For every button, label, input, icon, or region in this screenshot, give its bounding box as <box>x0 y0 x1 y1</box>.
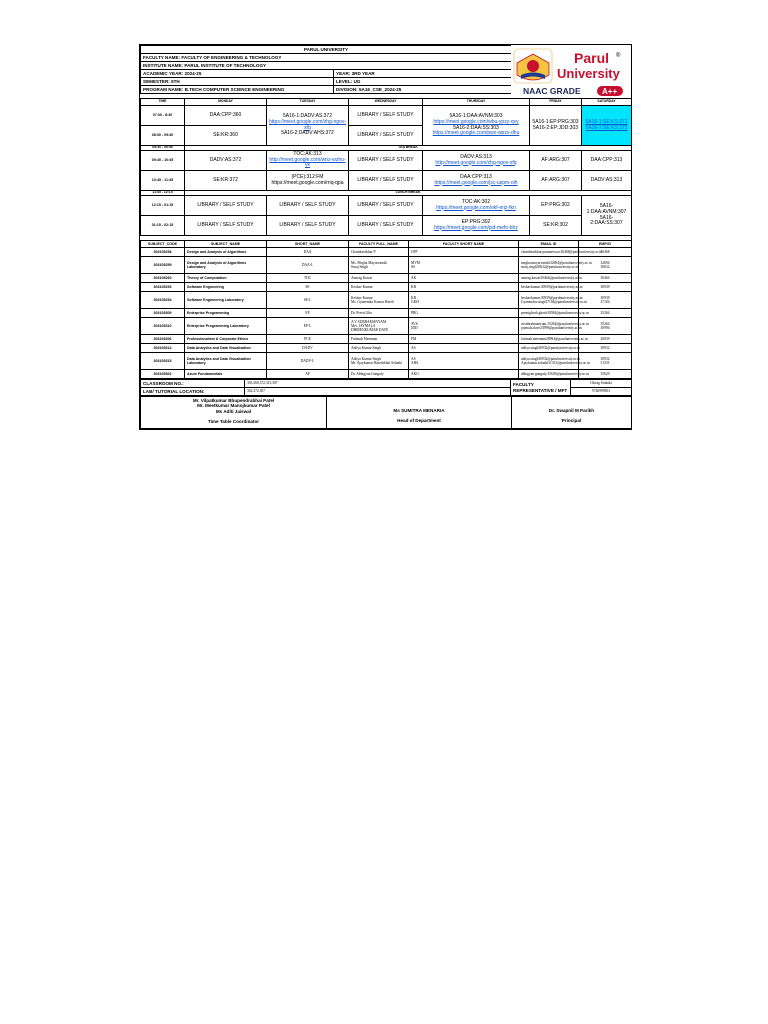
faculty-full-name: Keshav Kumar <box>349 283 409 292</box>
hod-title: Head of Department <box>397 418 441 424</box>
slot-cell: DAA:CPP:313 <box>582 151 632 171</box>
faculty-rep-name: Chirag Solanki <box>571 380 632 388</box>
faculty-short-name: AS AHS <box>409 353 519 370</box>
emp-id: 30464 <box>579 274 632 283</box>
col-monday: MONDAY <box>185 99 267 106</box>
subject-short-name: DAA <box>267 248 349 257</box>
naac-grade-value: A++ <box>602 87 618 96</box>
faculty-full-name: Fatimah Meemam <box>349 335 409 344</box>
col-time: TIME <box>141 99 185 106</box>
subject-name: Design and Analysis of Algorithms Laboratory <box>185 257 267 274</box>
faculty-short-name: KR GKH <box>409 292 519 309</box>
faculty-short-name: PRG <box>409 309 519 318</box>
faculty-short-name: AVS JDD <box>409 318 519 335</box>
slot-cell: LIBRARY / SELF STUDY <box>267 216 349 236</box>
subject-code: 303105302 <box>141 370 185 379</box>
subject-row <box>141 370 632 379</box>
email-id: abhigyan.ganguly.35629@paruluniversity.ac.in <box>519 370 579 379</box>
subject-name: Azure Fundamentals <box>185 370 267 379</box>
col-saturday: SATURDAY <box>582 99 632 106</box>
slot-cell: SE:KR:302 <box>530 216 582 236</box>
slot-cell: TOC:AK:313 http://meet.google.com/wnz-wzhu-vk <box>267 151 349 171</box>
email-id: preetighosh.ghosh30584@paruluniversity.ac.in <box>519 309 579 318</box>
subject-name: Enterprise Programming <box>185 309 267 318</box>
coordinator-block <box>141 397 327 429</box>
email-id: anurag.kawat30464@paruluniversity.ac.in <box>519 274 579 283</box>
classroom-table <box>140 379 632 396</box>
slot-cell: EP:PRG:302 https://meet.google.com/jsd-mefn-bhz <box>423 216 530 236</box>
email-id: fatimah.meemam28994@paruluniversity.ac.in <box>519 335 579 344</box>
meet-link[interactable]: https://meet.google.com/wbu-ypzy-qvy <box>433 118 519 125</box>
faculty-rep-label: FACULTY REPRESENTATIVE / MFT <box>511 380 571 396</box>
subject-short-name: TOC <box>267 274 349 283</box>
slot-cell: 5A16-1:EP:PRG:303 5A16-2:EP:JDD:303 <box>530 106 582 146</box>
lab-location-label: LAB/ TUTORIAL LOCATION: <box>141 388 245 396</box>
slot-cell: LIBRARY / SELF STUDY <box>267 196 349 216</box>
lab-location-value: 302,372,307 <box>245 388 511 396</box>
slot-cell: TOC:AK:302 https://meet.google.com/okf-erjz-fkn <box>423 196 530 216</box>
slot-row <box>141 171 632 191</box>
emp-id: 32694 30632 <box>579 257 632 274</box>
slot-row <box>141 151 632 171</box>
faculty-full-name: Aditya Kumar Singh Mr. Ajaykumar Hareshbhai Solanki <box>349 353 409 370</box>
hod-name: Ms SUMITRA MENARIA <box>393 408 445 413</box>
slot-row <box>141 106 632 126</box>
subject-short-name: DADV-L <box>267 353 349 370</box>
hod-block <box>327 397 512 429</box>
subject-row <box>141 257 632 274</box>
faculty-full-name: Ms. Megha Mayurvanshi Suraj Singh <box>349 257 409 274</box>
subject-name: Data Analytics and Data Visualization <box>185 344 267 353</box>
institute-name: INSTITUTE NAME: PARUL INSTITUTE OF TECHNOLOGY <box>141 62 512 70</box>
level: LEVEL: UG <box>334 78 512 86</box>
slot-cell: LIBRARY / SELF STUDY <box>185 196 267 216</box>
year: YEAR: 3RD YEAR <box>334 70 512 78</box>
subject-short-name: SE <box>267 283 349 292</box>
subject-code: 303105260 <box>141 274 185 283</box>
subjects-body <box>141 248 632 379</box>
email-id: avsubrahmanyam.35264@paruluniversity.ac.in jaymala.dave23998@paruluniversity.ac.in <box>519 318 579 335</box>
slot-cell: SE:KR:372 <box>185 171 267 191</box>
subject-code: 303105258 <box>141 248 185 257</box>
slot-time: 10:45 - 11:45 <box>141 171 185 191</box>
subject-row <box>141 283 632 292</box>
coordinator-name: Mr. Vilpatkumar Bhupendrabhai Patel <box>192 398 275 403</box>
slot-cell: 5A16-1:DAA:AVNM:303 https://meet.google.com/wbu-ypzy-qvy 5A16-2:DAA:SS:303 https://meet.google.com/pwz-wpzx-dhu <box>423 106 530 146</box>
tea-break-row: 09:30 - 09:45 TEA BREAK <box>141 146 632 151</box>
emp-id: 20039 <box>579 335 632 344</box>
division: DIVISION: 5A16_CSE_2024-25 <box>334 86 512 94</box>
faculty-short-name: MVM SS <box>409 257 519 274</box>
col-thursday: THURSDAY <box>423 99 530 106</box>
faculty-full-name: Keshav Kumar Ms. Gyanendra Kumar Hareh <box>349 292 409 309</box>
slot-cell: LIBRARY / SELF STUDY <box>349 216 423 236</box>
subject-code: 303105259 <box>141 257 185 274</box>
schedule-table <box>140 98 632 236</box>
faculty-rep-phone: 9746999853 <box>571 388 632 396</box>
email-id: keshavkumar.30939@paruluniversity.ac.in Gyanendra.singh37104@paruluniversity.ac.in <box>519 292 579 309</box>
logo-reg: ® <box>616 53 621 59</box>
faculty-full-name: Chandrasekhar P <box>349 248 409 257</box>
classroom-label: CLASSROOM NO.: <box>141 380 245 388</box>
subject-row <box>141 274 632 283</box>
faculty-full-name: Dr. Preeti Ghu <box>349 309 409 318</box>
faculty-short-name: FM <box>409 335 519 344</box>
slot-cell: SE:KR:360 <box>185 126 267 146</box>
slot-cell: LIBRARY / SELF STUDY <box>349 196 423 216</box>
meet-link[interactable]: https://meet.google.com/okf-erjz-fkn <box>436 204 516 211</box>
faculty-short-name: KR <box>409 283 519 292</box>
logo-brand: Parul <box>574 50 610 66</box>
slot-cell: LIBRARY / SELF STUDY <box>349 126 423 146</box>
subject-name: Design and Analysis of Algorithms <box>185 248 267 257</box>
slot-time: 09:45 - 10:45 <box>141 151 185 171</box>
meet-link[interactable]: https://meet.google.com/pwz-wpzx-dhu <box>432 130 520 137</box>
faculty-short-name: CPP <box>409 248 519 257</box>
lunch-break-row: 11:45 - 12:15 LUNCH BREAK <box>141 191 632 196</box>
emp-id: 30932 31331 <box>579 353 632 370</box>
slot-cell: DADV:AS:313 <box>582 171 632 191</box>
subject-row <box>141 335 632 344</box>
meet-link[interactable]: https://meet.google.com/jsd-mefn-bhz <box>434 224 518 231</box>
subject-code: 303105310 <box>141 318 185 335</box>
slot-cell: 5A16-1:DAA:AVNM:307 5A16-2:DAA:SS:307 <box>582 196 632 236</box>
emp-id: 35264 <box>579 309 632 318</box>
semester: SEMESTER: 5TH <box>141 78 334 86</box>
subject-code: 303193306 <box>141 335 185 344</box>
subject-code: 303105309 <box>141 309 185 318</box>
subject-short-name: EP-L <box>267 318 349 335</box>
col-tuesday: TUESDAY <box>267 99 349 106</box>
slot-cell: AF:ARG:307 <box>530 151 582 171</box>
slot-time: 01:15 - 02:15 <box>141 216 185 236</box>
faculty-full-name: Dr. Abhigyan Ganguly <box>349 370 409 379</box>
emp-id: 35264 30994 <box>579 318 632 335</box>
faculty-full-name: A V SUBRAMANYAM Mrs. JAYMALA DHIRENKUMAR DAVE <box>349 318 409 335</box>
subject-row <box>141 353 632 370</box>
faculty-name: FACULTY NAME: FACULTY OF ENGINEERING & TECHNOLOGY <box>141 54 512 62</box>
subject-row <box>141 292 632 309</box>
emp-id: 30939 37104 <box>579 292 632 309</box>
meet-link[interactable]: https://meet.google.com/jsc-uspm-oih <box>434 179 518 186</box>
faculty-short-name: AS <box>409 344 519 353</box>
slot-cell: DADV:AS:372 <box>185 151 267 171</box>
parul-university-logo <box>511 45 629 98</box>
faculty-short-name: AKG <box>409 370 519 379</box>
slot-cell: DAA:CPP:360 <box>185 106 267 126</box>
subjects-header-row: SUBJECT_CODE SUBJECT_NAME SHORT_NAME FACULTY FULL_NAME FACULTY SHORT NAME EMAIL ID EMP.ID <box>141 241 632 248</box>
subject-row <box>141 318 632 335</box>
principal-block <box>512 397 632 429</box>
slot-cell: AF:ARG:307 <box>530 171 582 191</box>
email-id: chandrasekhar.parameswar.30468@paruluniversity.ac.in <box>519 248 579 257</box>
emp-id: 30468 <box>579 248 632 257</box>
classroom-value: 303,360,372,313,307 <box>245 380 511 388</box>
academic-year: ACADEMIC YEAR: 2024-25 <box>141 70 334 78</box>
emp-id: 30932 <box>579 344 632 353</box>
subject-row <box>141 309 632 318</box>
slot-cell: 5A16-1:DADV:AS:372 https://meet.google.com/zhg-ngov-xfq 5A16-2:DADV:AHS:372 <box>267 106 349 146</box>
subject-short-name: SE-L <box>267 292 349 309</box>
principal-name: Dr. Swapnil M Parikh <box>548 408 595 413</box>
day-header-row <box>141 99 632 106</box>
slot-time: 12:15 - 01:15 <box>141 196 185 216</box>
subject-name: Enterprise Programming Laboratory <box>185 318 267 335</box>
slot-cell: DAA:CPP:313 https://meet.google.com/jsc-uspm-oih <box>423 171 530 191</box>
email-id: keshavkumar.30939@paruluniversity.ac.in <box>519 283 579 292</box>
slot-cell: LIBRARY / SELF STUDY <box>349 151 423 171</box>
slot-cell: (PCE):312:FM https://meet.google.com/rnq-qpa <box>267 171 349 191</box>
meet-link[interactable]: http://meet.google.com/wnz-wzhu-vk <box>269 156 346 169</box>
subject-name: Professionalism & Corporate Ethics <box>185 335 267 344</box>
subject-name: Theory of Computation <box>185 274 267 283</box>
university-title: PARUL UNIVERSITY <box>141 46 512 54</box>
subject-code: 303105315 <box>141 353 185 370</box>
slot-row <box>141 216 632 236</box>
subject-short-name: DADV <box>267 344 349 353</box>
slot-cell: DADV:AS:313 http://meet.google.com/zhg-ngov-xfq <box>423 151 530 171</box>
meet-link[interactable]: https://meet.google.com/zhg-ngov-xfq <box>269 118 346 131</box>
email-id: aditya.singh30932@paruluniversity.ac.in Ajaykumar.solanki31331@paruluniversity.ac.in <box>519 353 579 370</box>
subject-short-name: AF <box>267 370 349 379</box>
email-id: aditya.singh30932@paruluniversity.ac.in <box>519 344 579 353</box>
logo-brand-2: University <box>557 66 620 81</box>
slot-row <box>141 196 632 216</box>
slot-cell: LIBRARY / SELF STUDY <box>349 106 423 126</box>
slot-cell: LIBRARY / SELF STUDY <box>349 171 423 191</box>
subjects-table <box>140 240 632 379</box>
logo-graphic <box>511 45 629 98</box>
coordinator-title: Time Table Coordinator <box>207 418 260 424</box>
subject-name: Software Engineering Laboratory <box>185 292 267 309</box>
timetable-sheet <box>139 44 632 430</box>
slot-cell-highlight: 5A16-1:SE:KS:372 5A16-2:SE:KS:372 <box>582 106 632 146</box>
naac-grade-text: NAAC GRADE <box>523 86 581 96</box>
subject-code: 303105254 <box>141 292 185 309</box>
col-friday: FRIDAY <box>530 99 582 106</box>
subject-short-name: EP <box>267 309 349 318</box>
meet-link[interactable]: http://meet.google.com/zhg-ngov-xfq <box>435 159 517 166</box>
subject-row <box>141 248 632 257</box>
principal-title: Principal <box>561 418 582 424</box>
subject-name: Data Analytics and Data Visualization Laboratory <box>185 353 267 370</box>
subject-short-name: DAA-L <box>267 257 349 274</box>
subject-row <box>141 344 632 353</box>
slot-cell: EP:PRG:302 <box>530 196 582 216</box>
slot-cell: LIBRARY / SELF STUDY <box>185 216 267 236</box>
emp-id: 35629 <box>579 370 632 379</box>
subject-short-name: PCE <box>267 335 349 344</box>
program-name: PROGRAM NAME: B.TECH COMPUTER SCIENCE ENGINEERING <box>141 86 334 94</box>
faculty-full-name: Aditya Kumar Singh <box>349 344 409 353</box>
emp-id: 30939 <box>579 283 632 292</box>
signature-table <box>140 396 632 429</box>
slot-time: 07:30 - 8:30 <box>141 106 185 126</box>
email-id: megha.mayurvanshi32694@paruluniversity.ac.in suraj.singh30632@paruluniversity.ac.in <box>519 257 579 274</box>
slot-time: 08:30 - 09:30 <box>141 126 185 146</box>
faculty-short-name: AK <box>409 274 519 283</box>
subject-name: Software Engineering <box>185 283 267 292</box>
col-wednesday: WEDNESDAY <box>349 99 423 106</box>
coordinator-name: Ms Aditi Jaiswal <box>215 408 252 414</box>
coordinator-name: Mr. Meetkumar Manojkumar Patel <box>197 403 270 409</box>
subject-code: 303105314 <box>141 344 185 353</box>
faculty-full-name: Anurag Kawat <box>349 274 409 283</box>
subject-code: 303105253 <box>141 283 185 292</box>
